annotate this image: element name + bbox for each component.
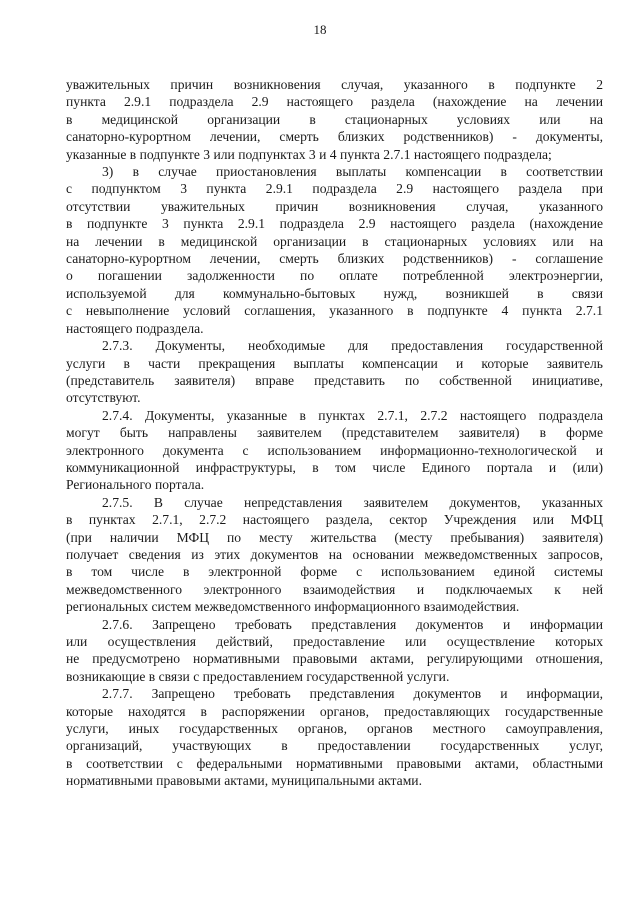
paragraph-line: могут быть направлены заявителем (представителем заявителя) в форме xyxy=(66,425,603,441)
paragraph-line: в том числе в электронной форме с использованием единой системы xyxy=(66,564,603,580)
paragraph-line: организаций, участвующих в предоставлении государственных услуг, xyxy=(66,738,603,754)
paragraph-line: не предусмотрено нормативными правовыми актами, регулирующими отношения, xyxy=(66,651,603,667)
paragraph-line: в соответствии с федеральными нормативными правовыми актами, областными xyxy=(66,755,603,771)
paragraph-line: или осуществления действий, предоставление или осуществление которых xyxy=(66,634,603,649)
paragraph-line: региональных систем межведомственного информационного взаимодействия. xyxy=(66,599,520,615)
paragraph-line: 2.7.3. Документы, необходимые для предоставления государственной xyxy=(102,338,603,354)
paragraph-line: возникающие в связи с предоставлением государственной услуги. xyxy=(66,668,450,684)
paragraph-line: отсутствуют. xyxy=(66,390,141,406)
paragraph xyxy=(66,76,603,163)
paragraph-line: 2.7.6. Запрещено требовать представления документов и информации xyxy=(102,616,603,632)
paragraph-line: в подпункте 3 пункта 2.9.1 подраздела 2.9 настоящего раздела (нахождение xyxy=(66,216,603,232)
paragraph-line: указанные в подпункте 3 или подпунктах 3 и 4 пункта 2.7.1 настоящего подраздела; xyxy=(66,146,552,162)
paragraph-line: Регионального портала. xyxy=(66,477,205,493)
paragraph xyxy=(66,494,603,616)
paragraph-line: услуги, иных государственных органов, органов местного самоуправления, xyxy=(66,721,603,737)
paragraph xyxy=(66,163,603,337)
paragraph-line: 2.7.5. В случае непредставления заявителем документов, указанных xyxy=(102,494,603,510)
paragraph-line: на лечении в медицинской организации в стационарных условиях или на xyxy=(66,233,603,249)
paragraph-line: санаторно-курортном лечении, смерть близких родственников) - документы, xyxy=(66,129,603,145)
paragraph-line: коммуникационной инфраструктуры, в том числе Единого портала и (или) xyxy=(66,459,603,475)
paragraph-line: (представитель заявителя) вправе представить по собственной инициативе, xyxy=(66,372,603,388)
document-body xyxy=(66,76,603,790)
paragraph xyxy=(66,407,603,494)
paragraph-line: используемой для коммунально-бытовых нужд, возникшей в связи xyxy=(66,285,603,301)
paragraph xyxy=(66,685,603,789)
paragraph-line: нормативными правовыми актами, муниципальными актами. xyxy=(66,773,422,789)
paragraph-line: услуги в части прекращения выплаты компенсации и которые заявитель xyxy=(66,355,603,371)
paragraph-line: в медицинской организации в стационарных условиях или на xyxy=(66,111,603,127)
paragraph-line: о погашении задолженности по оплате потребленной электроэнергии, xyxy=(66,268,603,284)
paragraph-line: которые находятся в распоряжении органов, предоставляющих государственные xyxy=(66,703,603,719)
paragraph-line: пункта 2.9.1 подраздела 2.9 настоящего раздела (нахождение на лечении xyxy=(66,94,603,110)
paragraph-line: уважительных причин возникновения случая, указанного в подпункте 2 xyxy=(66,77,603,92)
paragraph-line: 3) в случае приостановления выплаты компенсации в соответствии xyxy=(102,164,603,180)
paragraph-line: с подпунктом 3 пункта 2.9.1 подраздела 2.9 настоящего раздела при xyxy=(66,181,603,197)
paragraph-line: с невыполнение условий соглашения, указанного в подпункте 4 пункта 2.7.1 xyxy=(66,303,603,319)
paragraph-line: межведомственного электронного взаимодействия и подключаемых к ней xyxy=(66,581,603,597)
paragraph-line: отсутствии уважительных причин возникновения случая, указанного xyxy=(66,198,603,214)
paragraph-line: 2.7.4. Документы, указанные в пунктах 2.7.1, 2.7.2 настоящего подраздела xyxy=(102,407,603,423)
paragraph-line: получает сведения из этих документов на основании межведомственных запросов, xyxy=(66,546,603,562)
paragraph-line: настоящего подраздела. xyxy=(66,320,204,336)
paragraph-line: 2.7.7. Запрещено требовать представления документов и информации, xyxy=(102,686,603,702)
paragraph-line: санаторно-курортном лечении, смерть близких родственников) - соглашение xyxy=(66,251,603,267)
paragraph-line: электронного документа с использованием информационно-технологической и xyxy=(66,442,603,458)
paragraph xyxy=(66,616,603,686)
paragraph-line: в пунктах 2.7.1, 2.7.2 настоящего раздела, сектор Учреждения или МФЦ xyxy=(66,512,603,528)
paragraph-line: (при наличии МФЦ по месту жительства (месту пребывания) заявителя) xyxy=(66,529,603,545)
page-number: 18 xyxy=(313,22,327,37)
paragraph xyxy=(66,337,603,407)
